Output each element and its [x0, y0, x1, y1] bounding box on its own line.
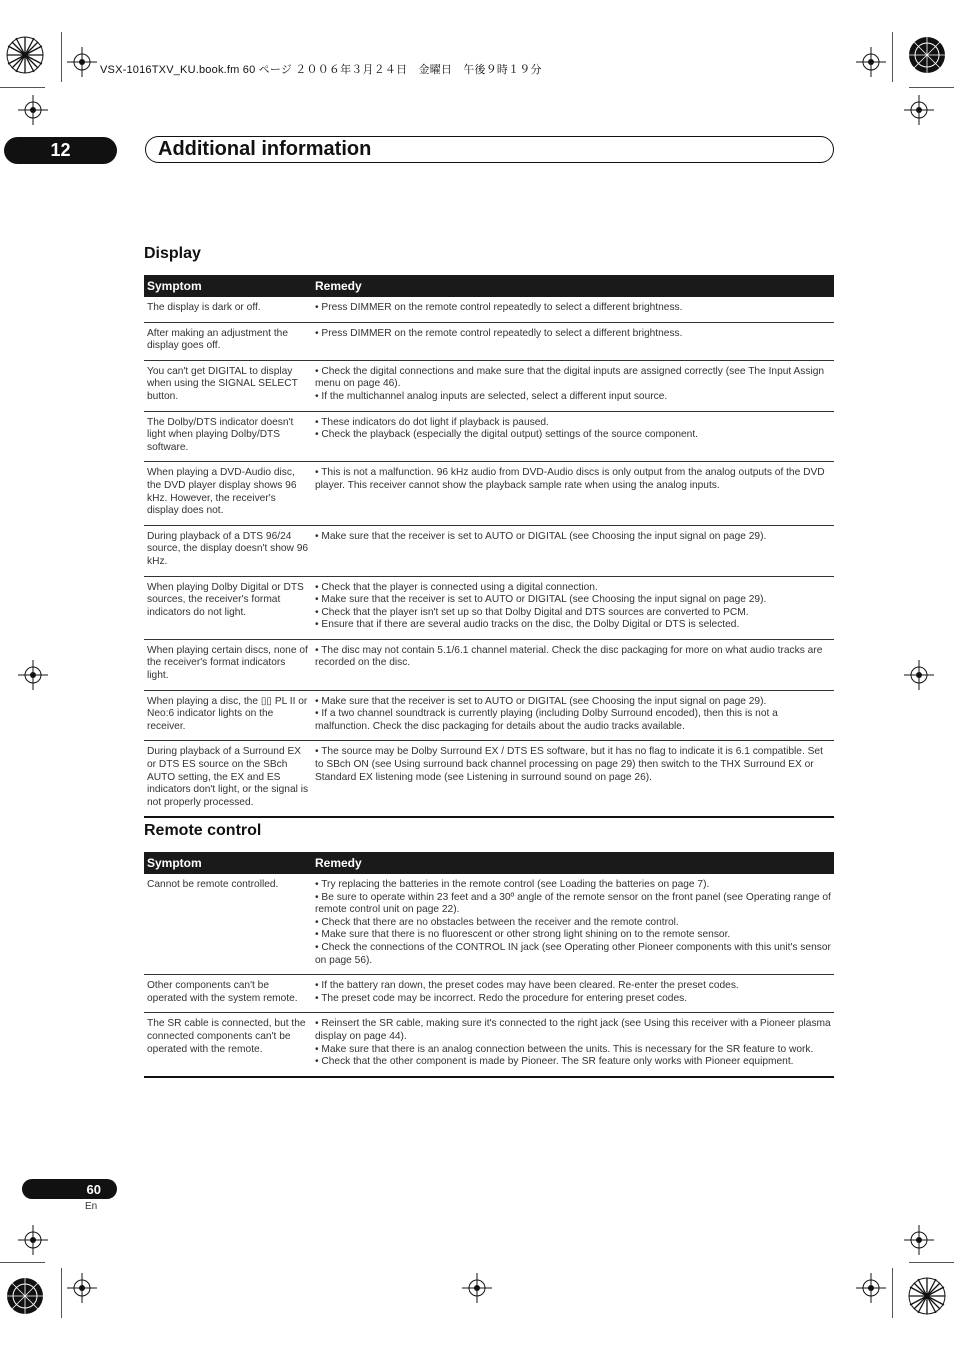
remedy-cell — [312, 1013, 834, 1077]
remedy-bullet: • Try replacing the batteries in the remote control (see Loading the batteries on page 7). — [315, 879, 710, 890]
remedy-bullet: • Check that there are no obstacles between the receiver and the remote control. — [315, 916, 679, 928]
symptom-cell: When playing a disc, the ▯▯ PL II or Neo:6 indicator lights on the receiver. — [144, 690, 312, 741]
crosshair-mark-icon — [67, 47, 97, 77]
remedy-cell — [312, 741, 834, 817]
symptom-cell: The Dolby/DTS indicator doesn't light when playing Dolby/DTS software. — [144, 411, 312, 462]
crop-line — [909, 87, 954, 88]
table-row — [144, 741, 834, 817]
remedy-cell — [312, 874, 834, 975]
chapter-number: 12 — [50, 140, 71, 160]
symptom-cell: After making an adjustment the display goes off. — [144, 322, 312, 360]
table-row — [144, 411, 834, 462]
remedy-bullet: • Be sure to operate within 23 feet and a 30º angle of the remote sensor on the front panel (see Operating range of remote control unit on page 22). — [315, 891, 831, 916]
crosshair-mark-icon — [904, 95, 934, 125]
display-section-title: Display — [144, 245, 201, 262]
crosshair-mark-icon — [18, 660, 48, 690]
remedy-bullet: • Make sure that there is no fluorescent or other strong light shining on to the remote sensor. — [315, 929, 731, 941]
table-row — [144, 525, 834, 576]
remedy-cell — [312, 411, 834, 462]
table-row — [144, 322, 834, 360]
remedy-bullet: • Make sure that there is an analog connection between the units. This is necessary for the SR feature to work. — [315, 1043, 814, 1055]
page-language: En — [85, 1201, 98, 1212]
crop-line — [909, 1262, 954, 1263]
table-row — [144, 1013, 834, 1077]
remedy-cell — [312, 576, 834, 639]
remedy-bullet: • If the battery ran down, the preset codes may have been cleared. Re-enter the preset codes. — [315, 980, 739, 992]
symptom-cell: During playback of a Surround EX or DTS ES source on the SBch AUTO setting, the EX and ES indicators don't light, or the signal is not properly processed. — [144, 741, 312, 817]
symptom-cell: During playback of a DTS 96/24 source, the display doesn't show 96 kHz. — [144, 525, 312, 576]
crop-line — [61, 32, 62, 82]
display-troubleshooting-table — [144, 275, 834, 818]
symptom-cell: When playing certain discs, none of the receiver's format indicators light. — [144, 639, 312, 690]
remedy-bullet: • Check the connections of the CONTROL IN jack (see Operating other Pioneer components with this unit's sensor on page 56). — [315, 941, 831, 966]
table-row — [144, 975, 834, 1013]
remedy-bullet: • Check the digital connections and make sure that the digital inputs are assigned correctly (see The Input Assign menu on page 46). — [315, 365, 825, 390]
symptom-column-header: Symptom — [144, 275, 312, 297]
remedy-bullet: • These indicators do dot light if playback is paused. — [315, 416, 549, 428]
remedy-bullet: • Check that the player isn't set up so that Dolby Digital and DTS sources are converted to PCM. — [315, 606, 749, 618]
remedy-bullet: • The disc may not contain 5.1/6.1 channel material. Check the disc packaging for more on what audio tracks are recorded on the disc. — [315, 644, 823, 669]
remedy-bullet: • The source may be Dolby Surround EX / DTS ES software, but it has no flag to indicate it is 6.1 compatible. Set to SBch ON (see Using surround back channel processing on page 29) then switch to the THX Surround EX or Standard EX listening mode (see Listening in surround sound on page 26). — [315, 746, 823, 783]
remedy-cell — [312, 975, 834, 1013]
crop-line — [892, 32, 893, 82]
page-number: 60 — [86, 1181, 101, 1197]
symptom-cell: Cannot be remote controlled. — [144, 874, 312, 975]
chapter-number-badge — [4, 137, 117, 164]
crop-line — [0, 87, 45, 88]
sunburst-registration-icon — [907, 1276, 947, 1316]
sunburst-registration-icon — [907, 35, 947, 75]
crosshair-mark-icon — [67, 1273, 97, 1303]
table-header-row — [144, 852, 834, 874]
table-row — [144, 360, 834, 411]
crosshair-mark-icon — [462, 1273, 492, 1303]
remedy-bullet: • If the multichannel analog inputs are selected, select a different input source. — [315, 390, 668, 402]
table-header-row — [144, 275, 834, 297]
file-header: VSX-1016TXV_KU.book.fm 60 ページ ２００６年３月２４日 金曜日 午後９時１９分 — [100, 64, 542, 76]
remedy-bullet: • Check the playback (especially the digital output) settings of the source component. — [315, 429, 698, 441]
remedy-bullet: • Check that the other component is made by Pioneer. The SR feature only works with Pioneer equipment. — [315, 1056, 794, 1068]
chapter-title: Additional information — [158, 138, 372, 160]
crosshair-mark-icon — [856, 1273, 886, 1303]
remedy-cell — [312, 639, 834, 690]
remedy-bullet: • This is not a malfunction. 96 kHz audio from DVD-Audio discs is only output from the analog outputs of the DVD player. This receiver cannot show the playback sample rate when using the analog inputs. — [315, 467, 825, 491]
sunburst-registration-icon — [5, 35, 45, 75]
crosshair-mark-icon — [904, 1225, 934, 1255]
table-row — [144, 639, 834, 690]
remedy-bullet: • Ensure that if there are several audio tracks on the disc, the Dolby Digital or DTS is selected. — [315, 619, 740, 631]
remote-section-title: Remote control — [144, 822, 262, 839]
remedy-column-header: Remedy — [312, 852, 834, 874]
page-number-badge — [22, 1179, 117, 1199]
remedy-cell — [312, 360, 834, 411]
crop-line — [892, 1268, 893, 1318]
remedy-cell — [312, 322, 834, 360]
symptom-column-header: Symptom — [144, 852, 312, 874]
symptom-cell: The SR cable is connected, but the connected components can't be operated with the remote. — [144, 1013, 312, 1077]
remedy-bullet: • Make sure that the receiver is set to AUTO or DIGITAL (see Choosing the input signal on page 29). — [315, 594, 767, 606]
remedy-cell — [312, 297, 834, 322]
remedy-column-header: Remedy — [312, 275, 834, 297]
symptom-cell: You can't get DIGITAL to display when using the SIGNAL SELECT button. — [144, 360, 312, 411]
remedy-bullet: • Make sure that the receiver is set to AUTO or DIGITAL (see Choosing the input signal on page 29). — [315, 695, 767, 707]
remedy-cell — [312, 525, 834, 576]
symptom-cell: When playing Dolby Digital or DTS sources, the receiver's format indicators do not light. — [144, 576, 312, 639]
table-row — [144, 874, 834, 975]
remedy-bullet: • Press DIMMER on the remote control repeatedly to select a different brightness. — [315, 302, 683, 313]
remedy-bullet: • Make sure that the receiver is set to AUTO or DIGITAL (see Choosing the input signal on page 29). — [315, 530, 767, 542]
remedy-cell — [312, 462, 834, 525]
symptom-cell: The display is dark or off. — [144, 297, 312, 322]
symptom-cell: When playing a DVD-Audio disc, the DVD player display shows 96 kHz. However, the receiver's display does not. — [144, 462, 312, 525]
crosshair-mark-icon — [18, 1225, 48, 1255]
crosshair-mark-icon — [18, 95, 48, 125]
remedy-bullet: • Reinsert the SR cable, making sure it's connected to the right jack (see Using this receiver with a Pioneer plasma display on page 44). — [315, 1018, 831, 1042]
table-row — [144, 462, 834, 525]
crop-line — [0, 1262, 45, 1263]
remedy-bullet: • Check that the player is connected using a digital connection. — [315, 581, 598, 593]
remote-troubleshooting-table — [144, 852, 834, 1078]
remedy-bullet: • The preset code may be incorrect. Redo the procedure for entering preset codes. — [315, 992, 688, 1004]
remedy-cell — [312, 690, 834, 741]
remedy-bullet: • If a two channel soundtrack is currently playing (including Dolby Surround encoded), then this is not a malfunction. Check the disc packaging for details about the audio tracks available. — [315, 708, 778, 732]
crosshair-mark-icon — [856, 47, 886, 77]
table-row — [144, 576, 834, 639]
table-row — [144, 690, 834, 741]
sunburst-registration-icon — [5, 1276, 45, 1316]
crop-line — [61, 1268, 62, 1318]
table-row — [144, 297, 834, 322]
crosshair-mark-icon — [904, 660, 934, 690]
remedy-bullet: • Press DIMMER on the remote control repeatedly to select a different brightness. — [315, 327, 683, 339]
symptom-cell: Other components can't be operated with the system remote. — [144, 975, 312, 1013]
